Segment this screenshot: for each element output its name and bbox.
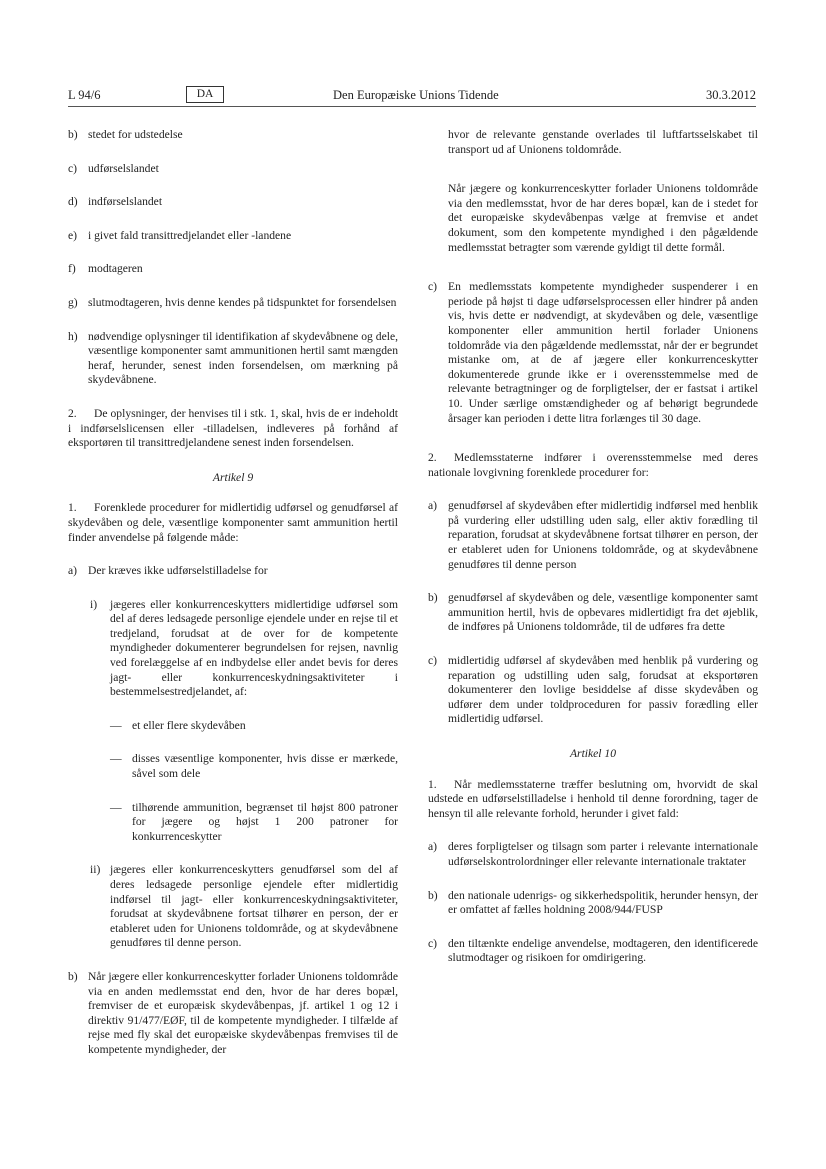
article-10-item-c: c) den tiltænkte endelige anvendelse, modtageren, den identificerede slutmodtager og risikoen for omdirigering. [428,936,758,965]
publication-date: 30.3.2012 [706,88,756,102]
continued-text: hvor de relevante genstande overlades til luftfartsselskabet til transport ud af Unionens toldområde. [448,128,758,156]
article-10-heading: Artikel 10 [569,747,617,760]
sub-item-ii: ii) jægeres eller konkurrenceskytters genudførsel som del af deres ledsagede personlige ejendele efter midlertidig indførsel til jagt- eller konkurrenceskydningsaktiviteter, forudsat at skydevåbnene fortsat tilhører en person, der er etableret uden for Unionens toldområde, og at skydevåbnene genudføres til denne person. [90,863,398,950]
list-item-a: a) Der kræves ikke udførselstilladelse for [68,564,268,578]
list-item-h: h) nødvendige oplysninger til identifikation af skydevåbnene og dele, væsentlige komponenter samt ammunitionen hertil samt mængden heraf, herunder, senest inden forsendelsen, om mærkning på skydevåbnene. [68,329,398,387]
list-item-e: e) i givet fald transittredjelandet eller -landene [68,228,292,242]
right-column [428,128,758,979]
list-item-g: g) slutmodtageren, hvis denne kendes på tidspunktet for forsendelsen [68,295,397,309]
left-column [68,128,398,1071]
article-10-item-a: a) deres forpligtelser og tilsagn som parter i relevante internationale udførselskontrolordninger eller relevante internationale traktater [428,840,758,868]
language-badge: DA [186,86,224,103]
list-item-b: b) stedet for udstedelse [68,128,183,141]
list-item-c: c) udførselslandet [68,161,159,175]
list-item-c-second: c) midlertidig udførsel af skydevåben med henblik på vurdering og reparation og udstilling uden salg, forudsat at eksportøren dokumenterer den lovlige besiddelse af disse skydevåben og udfører dem under toldproceduren for passiv forædling eller midlertidig udførsel. [428,654,758,726]
journal-title: Den Europæiske Unions Tidende [333,88,499,102]
article-9-paragraph-1: 1. Forenklede procedurer for midlertidig udførsel og genudførsel af skydevåben og dele, væsentlige komponenter samt ammunition hertil finder anvendelse på følgende måde: [68,501,398,544]
list-item-c: c) En medlemsstats kompetente myndigheder suspenderer i en periode på højst ti dage udførselsprocessen eller hindrer på anden vis, hvis dette er nødvendigt, at skydevåben og dele, væsentlige komponenter eller ammunition hertil forlader Unionens toldområde via den pågældende medlemsstat, når der er begrundet mistanke om, at de af jægere eller konkurrenceskytter dokumenterede grunde ikke er i overensstemmelse med de relevante betragtninger og de forpligtelser, der er fastsat i artikel 10. Under særlige omstændigheder og af behørigt begrundede årsager kan perioden i dette litra forlænges til 30 dage. [428,280,758,425]
sub-item-i: i) jægeres eller konkurrenceskytters midlertidige udførsel som del af deres ledsagede personlige ejendele under en rejse til et tredjeland, forudsat at de over for de kompetente myndigheder dokumenterer begrundelsen for rejsen, navnlig ved forelæggelse af en indbydelse eller andet bevis for deres jagt- eller konkurrenceskydningsaktiviteter i bestemmelsestredjelandet, af: [90,597,398,699]
journal-reference: L 94/6 [68,88,101,102]
article-10-item-b: b) den nationale udenrigs- og sikkerhedspolitik, herunder hensyn, der er omfattet af fælles holdning 2008/944/FUSP [428,888,758,917]
list-item-a: a) genudførsel af skydevåben efter midlertidig indførsel med henblik på vurdering eller udstilling uden salg, eller aktiv forædling til reparation, forudsat at skydevåbnene fortsat tilhører en person, der er etableret uden for Unionens toldområde, og at skydevåbnene genudføres til denne person [428,499,758,571]
paragraph-nar: Når jægere og konkurrenceskytter forlader Unionens toldområde via den medlemsstat, hvor de har deres bopæl, kan de i stedet for det europæiske skydevåbenpas vælge at fremvise et andet dokument, som den kompetente myndighed i den pågældende medlemsstat betragter som værende gyldigt til dette formål. [448,182,758,254]
list-item-f: f) modtageren [68,262,143,276]
article-10-paragraph-1: 1. Når medlemsstaterne træffer beslutning om, hvorvidt de skal udstede en udførselstilladelse i henhold til denne forordning, tager de hensyn til alle relevante forhold, herunder i givet fald: [428,777,758,820]
page-header [68,86,756,107]
paragraph-2: 2. De oplysninger, der henvises til i stk. 1, skal, hvis de er indeholdt i indførselslicensen eller -tilladelsen, indleveres på forhånd af eksportøren til transittredjelandene senest inden forsendelsen. [68,406,398,450]
list-item-d: d) indførselslandet [68,195,163,209]
article-9-heading: Artikel 9 [212,470,254,484]
paragraph-2: 2. Medlemsstaterne indfører i overensstemmelse med deres nationale lovgivning forenklede procedurer for: [428,451,758,479]
dash-item-3: — tilhørende ammunition, begrænset til højst 800 patroner for jægere og højst 1 200 patroner for konkurrenceskytter [110,800,398,843]
dash-item-2: — disses væsentlige komponenter, hvis disse er mærkede, såvel som dele [110,752,398,781]
list-item-b: b) genudførsel af skydevåben og dele, væsentlige komponenter samt ammunition hertil, hvis de opbevares midlertidigt fra det øjeblik, de indføres på Unionens toldområde, til de udføres fra dette [428,591,758,634]
list-item-b-second: b) Når jægere eller konkurrenceskytter forlader Unionens toldområde via en anden medlemsstat end den, hvor de har deres bopæl, fremviser de et europæisk skydevåbenpas, jf. artikel 1 og 12 i direktiv 91/477/EØF, til de kompetente myndigheder. I tilfælde af rejse med fly skal det europæiske skydevåbenpas fremvises til de kompetente myndigheder, der [68,969,398,1056]
dash-item-1: — et eller flere skydevåben [110,718,246,732]
